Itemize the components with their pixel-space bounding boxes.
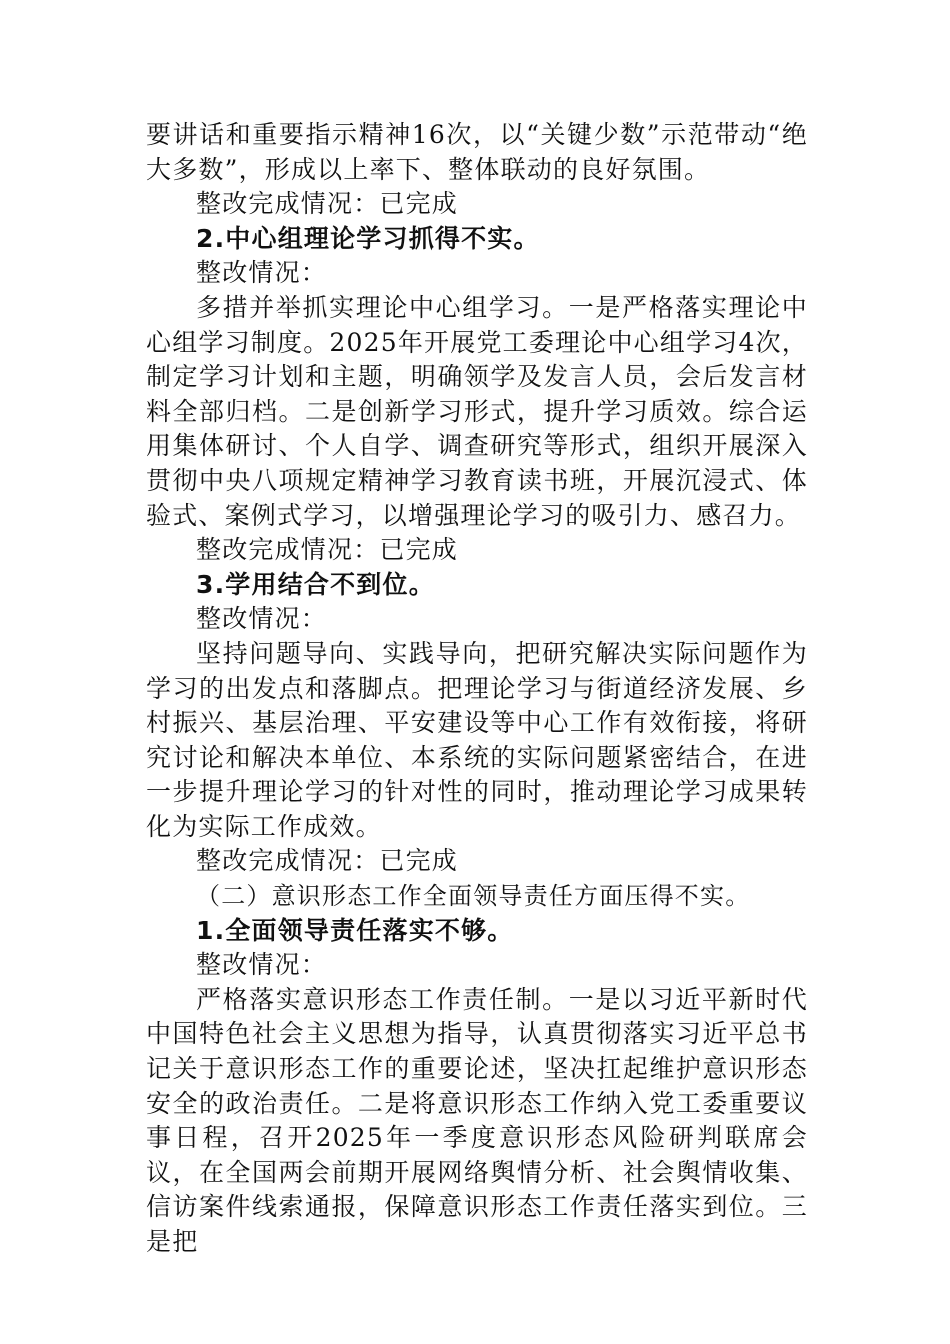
item-heading: 1.全面领导责任落实不够。 <box>196 915 514 945</box>
item-heading: 3.学用结合不到位。 <box>196 569 435 599</box>
section-heading: （二）意识形态工作全面领导责任方面压得不实。 <box>196 882 751 911</box>
rectification-paragraph: 多措并举抓实理论中心组学习。一是严格落实理论中心组学习制度。2025年开展党工委理论中心组学习4次，制定学习计划和主题，明确领学及发言人员，会后发言材料全部归档。二是创新学习形式，提升学习质效。综合运用集体研讨、个人自学、调查研究等形式，组织开展深入贯彻中央八项规定精神学习教育读书班，开展沉浸式、体验式、案例式学习，以增强理论学习的吸引力、感召力。 <box>146 292 808 530</box>
rectification-paragraph: 严格落实意识形态工作责任制。一是以习近平新时代中国特色社会主义思想为指导，认真贯彻落实习近平总书记关于意识形态工作的重要论述，坚决扛起维护意识形态安全的政治责任。二是将意识形态工作纳入党工委重要议事日程，召开2025年一季度意识形态风险研判联席会议，在全国两会前期开展网络舆情分析、社会舆情收集、信访案件线索通报，保障意识形态工作责任落实到位。三是把 <box>146 984 808 1256</box>
item-heading: 2.中心组理论学习抓得不实。 <box>196 223 540 253</box>
rectification-label: 整改情况： <box>196 604 328 634</box>
intro-paragraph: 要讲话和重要指示精神16次，以“关键少数”示范带动“绝大多数”，形成以上率下、整体联动的良好氛围。 <box>146 120 808 184</box>
rectification-label: 整改情况： <box>196 950 328 980</box>
completion-status: 整改完成情况：已完成 <box>196 846 459 876</box>
rectification-label: 整改情况： <box>196 258 328 288</box>
rectification-paragraph: 坚持问题导向、实践导向，把研究解决实际问题作为学习的出发点和落脚点。把理论学习与街道经济发展、乡村振兴、基层治理、平安建设等中心工作有效衔接，将研究讨论和解决本单位、本系统的实际问题紧密结合，在进一步提升理论学习的针对性的同时，推动理论学习成果转化为实际工作成效。 <box>146 638 808 841</box>
completion-status: 整改完成情况：已完成 <box>196 535 459 565</box>
completion-status: 整改完成情况：已完成 <box>196 189 459 219</box>
document-body <box>146 118 808 1260</box>
